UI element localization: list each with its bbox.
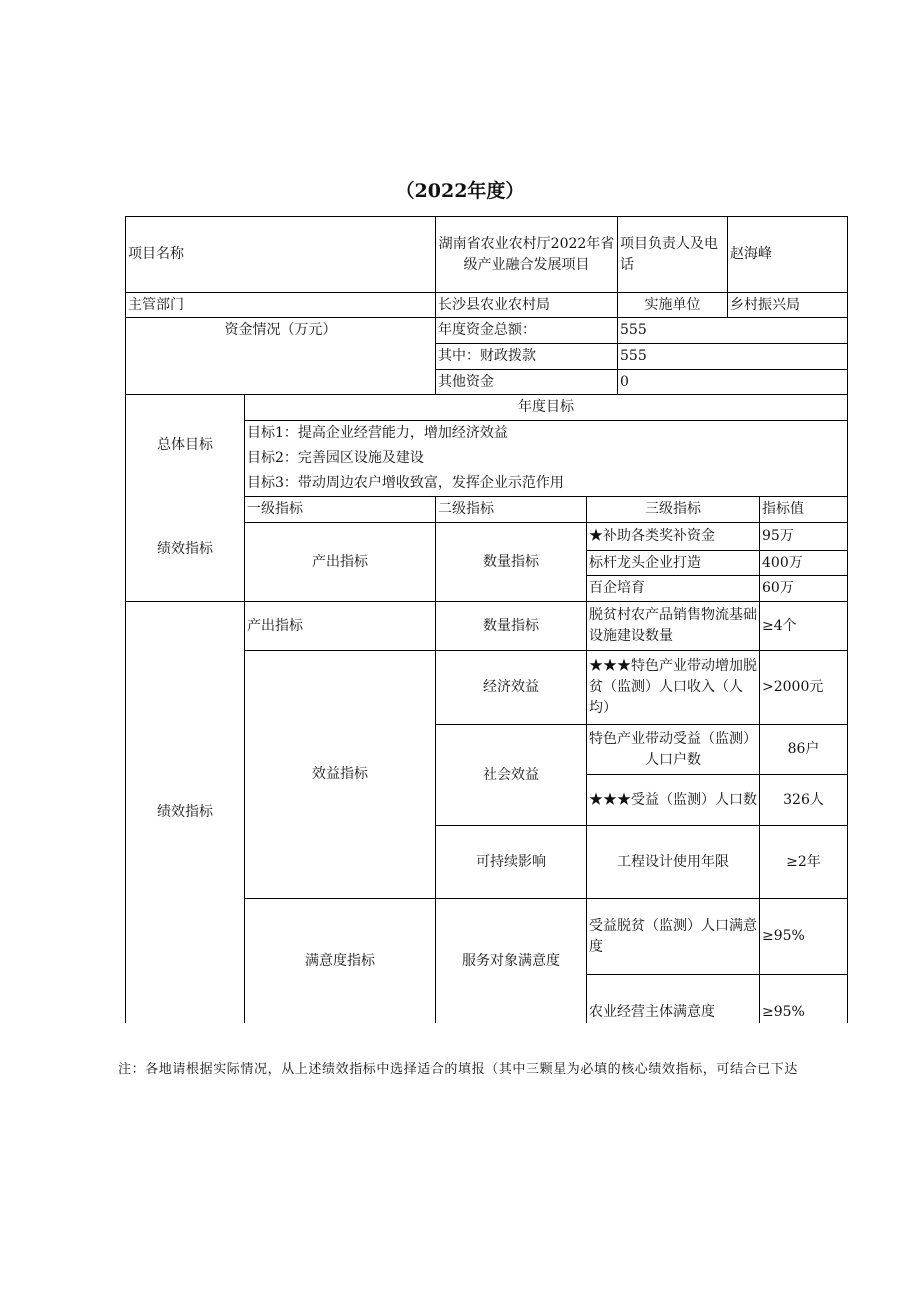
impl-unit-value: 乡村振兴局 [730,296,800,313]
funds-row-label: 年度资金总额： [438,322,536,338]
indicator-value: ≥4个 [762,617,797,634]
level3-item: 百企培育 [589,580,645,596]
dept-label: 主管部门 [128,296,184,313]
level3-item: 特色产业带动受益（监测）人口户数 [589,730,757,768]
level1-output: 产出指标 [312,553,368,570]
level1-header: 一级指标 [247,501,303,517]
goal-item: 目标1：提高企业经营能力，增加经济效益 [247,425,508,441]
project-name-value: 湖南省农业农村厅2022年省级产业融合发展项目 [438,235,615,273]
level2-header: 二级指标 [438,501,494,517]
funds-row-value: 555 [620,348,647,364]
indicator-value: ≥95% [762,928,805,944]
level2-quantity: 数量指标 [483,617,539,634]
indicator-value: >2000元 [762,679,824,695]
value-header: 指标值 [762,501,804,517]
level1-benefit: 效益指标 [312,766,368,782]
level3-item: 农业经营主体满意度 [589,1004,715,1020]
overall-goal-label: 总体目标 [157,437,213,453]
impl-unit-label: 实施单位 [644,296,701,313]
level3-item: 受益脱贫（监测）人口满意度 [589,917,757,955]
funds-row-label: 其中：财政拨款 [438,348,536,364]
level2-social: 社会效益 [483,766,539,783]
level1-satisfaction: 满意度指标 [305,952,375,969]
level2-quantity: 数量指标 [483,553,539,570]
perf-indicator-label: 绩效指标 [157,804,213,820]
page-title: （2022年度） [395,180,525,202]
level3-item: ★★★受益（监测）人口数 [589,791,757,808]
footnote: 注：各地请根据实际情况，从上述绩效指标中选择适合的填报（其中三颗星为必填的核心绩效指标，可结合已下达 [118,1062,799,1077]
project-leader-value: 赵海峰 [730,246,772,262]
annual-goal-header: 年度目标 [518,399,574,415]
indicator-value: 86户 [787,741,820,757]
level3-item: ★★★特色产业带动增加脱贫（监测）人口收入（人均） [589,658,757,716]
level2-sustainability: 可持续影响 [476,853,546,870]
level1-output: 产出指标 [247,617,303,634]
indicator-value: 60万 [762,580,794,596]
perf-indicator-label: 绩效指标 [157,540,213,557]
level3-header: 三级指标 [645,501,701,517]
level3-item: 脱贫村农产品销售物流基础设施建设数量 [589,607,757,644]
funds-row-value: 0 [620,373,629,390]
goal-item: 目标2：完善园区设施及建设 [247,450,424,466]
funds-label: 资金情况（万元） [224,322,337,338]
funds-row-label: 其他资金 [438,373,494,390]
dept-value: 长沙县农业农村局 [438,296,550,313]
level3-item: ★补助各类奖补资金 [589,528,715,544]
funds-row-value: 555 [620,322,647,338]
project-leader-label: 项目负责人及电话 [620,235,718,273]
level3-item: 标杆龙头企业打造 [589,554,701,571]
indicator-value: 326人 [783,791,824,808]
level2-service-satisfaction: 服务对象满意度 [462,952,560,969]
indicator-value: ≥95% [762,1004,805,1020]
level3-item: 工程设计使用年限 [617,853,729,870]
goal-item: 目标3：带动周边农户增收致富，发挥企业示范作用 [247,475,564,491]
level2-economic: 经济效益 [483,679,539,695]
project-name-label: 项目名称 [128,246,184,262]
indicator-value: ≥2年 [786,853,821,870]
indicator-value: 95万 [762,528,794,544]
indicator-value: 400万 [762,554,803,571]
